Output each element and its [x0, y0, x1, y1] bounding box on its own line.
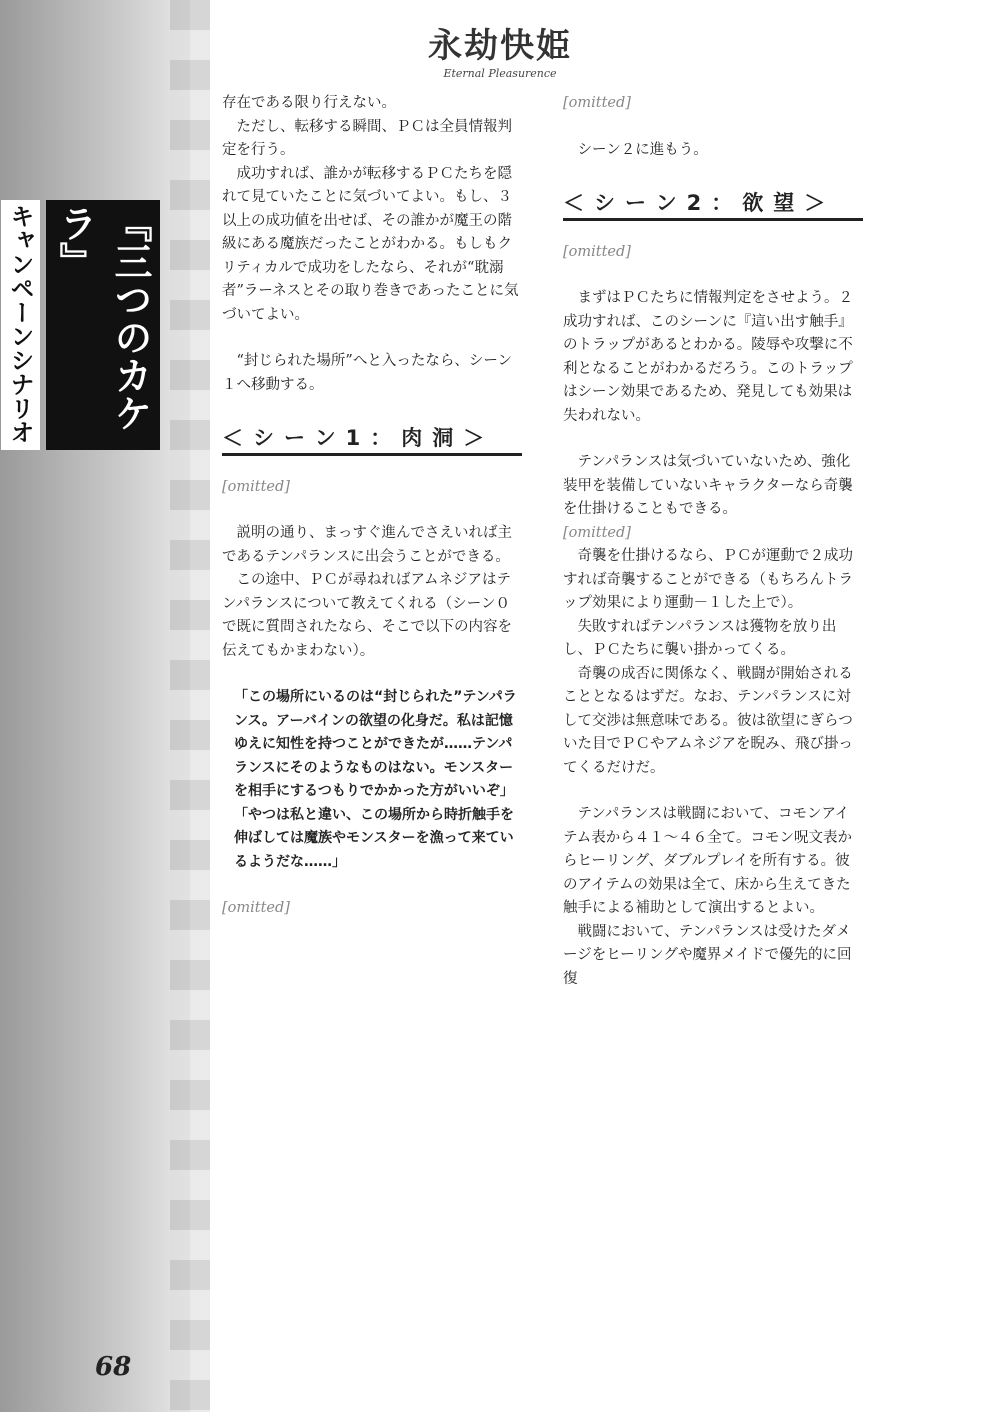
quote: 「この場所にいるのは“封じられた”テンパランス。アーバインの欲望の化身だ。私は記憶ゆえに知性を持つことができたが……テンパランスにそのようなものはない。モンスターを相手にするつもりでかかった方がいいぞ」 — [234, 689, 517, 799]
paragraph: この途中、ＰＣが尋ねればアムネジアはテンパランスについて教えてくれる（シーン０で既に質問されたなら、そこで以下の内容を伝えてもかまわない）。 — [222, 572, 512, 659]
scene-heading: ＜シーン2：欲望＞ — [563, 192, 863, 221]
paragraph: テンパランスは気づいていないため、強化装甲を装備していないキャラクターなら奇襲を仕掛けることもできる。 — [563, 454, 853, 517]
quote: 「やつは私と違い、この場所から時折触手を伸ばしては魔族やモンスターを漁って来ているようだな……」 — [234, 806, 514, 870]
paragraph: 戦闘において、テンパランスは受けたダメージをヒーリングや魔界メイドで優先的に回復 — [563, 923, 852, 987]
paragraph: 説明の通り、まっすぐ進んでさえいれば主であるテンパランスに出会うことができる。 — [222, 525, 512, 565]
logo-subtitle: Eternal Pleasurence — [443, 67, 557, 80]
paragraph: テンパランスは戦闘において、コモンアイテム表から４１～４６全て。コモン呪文表からヒーリング、ダブルプレイを所有する。彼のアイテムの効果は全て、床から生えてきた触手による補助として演出するとよい。 — [563, 806, 852, 916]
left-column — [222, 92, 522, 921]
scene-heading: ＜シーン1：肉洞＞ — [222, 427, 522, 456]
paragraph: まずはＰＣたちに情報判定をさせよう。２成功すれば、このシーンに『這い出す触手』のトラップがあるとわかる。陵辱や攻撃に不利となることがわかるだろう。このトラップはシーン効果であるため、発見しても効果は失われない。 — [563, 290, 853, 424]
right-column — [563, 92, 863, 991]
omitted-passage: [omitted] — [563, 243, 631, 260]
paragraph: シーン２に進もう。 — [577, 141, 708, 158]
page-number: 68 — [95, 1352, 132, 1382]
omitted-passage: [omitted] — [563, 95, 631, 111]
omitted-passage: [omitted] — [222, 478, 290, 495]
paragraph: 成功すれば、誰かが転移するＰＣたちを隠れて見ていたことに気づいてよい。もし、３以上の成功値を出せば、その誰かが魔王の階級にある魔族だったことがわかる。もしもクリティカルで成功をしたなら、それが“耽溺者”ラーネスとその取り巻きであったことに気づいてよい。 — [222, 165, 519, 323]
paragraph: “封じられた場所”へと入ったなら、シーン１へ移動する。 — [222, 353, 513, 393]
side-title-sub: キャンペーンシナリオ — [1, 200, 40, 450]
logo-title: 永劫快姫 — [428, 26, 572, 66]
paragraph: 奇襲を仕掛けるなら、ＰＣが運動で２成功すれば奇襲することができる（もちろんトラップ効果により運動－１した上で）。 — [563, 548, 853, 611]
illustration-edge — [170, 0, 210, 1412]
paragraph: 存在である限り行えない。 — [222, 95, 396, 111]
omitted-passage: [omitted] — [563, 524, 631, 541]
side-title-main: 『三つのカケラ』 — [46, 200, 160, 450]
paragraph: 奇襲の成否に関係なく、戦闘が開始されることとなるはずだ。なお、テンパランスに対して交渉は無意味である。彼は欲望にぎらついた目でＰＣやアムネジアを睨み、飛び掛ってくるだけだ。 — [563, 665, 853, 776]
logo — [415, 18, 585, 88]
omitted-passage: [omitted] — [222, 900, 290, 916]
paragraph: 失敗すればテンパランスは獲物を放り出し、ＰＣたちに襲い掛かってくる。 — [563, 618, 837, 658]
paragraph: ただし、転移する瞬間、ＰＣは全員情報判定を行う。 — [222, 118, 512, 158]
side-title — [6, 200, 160, 450]
